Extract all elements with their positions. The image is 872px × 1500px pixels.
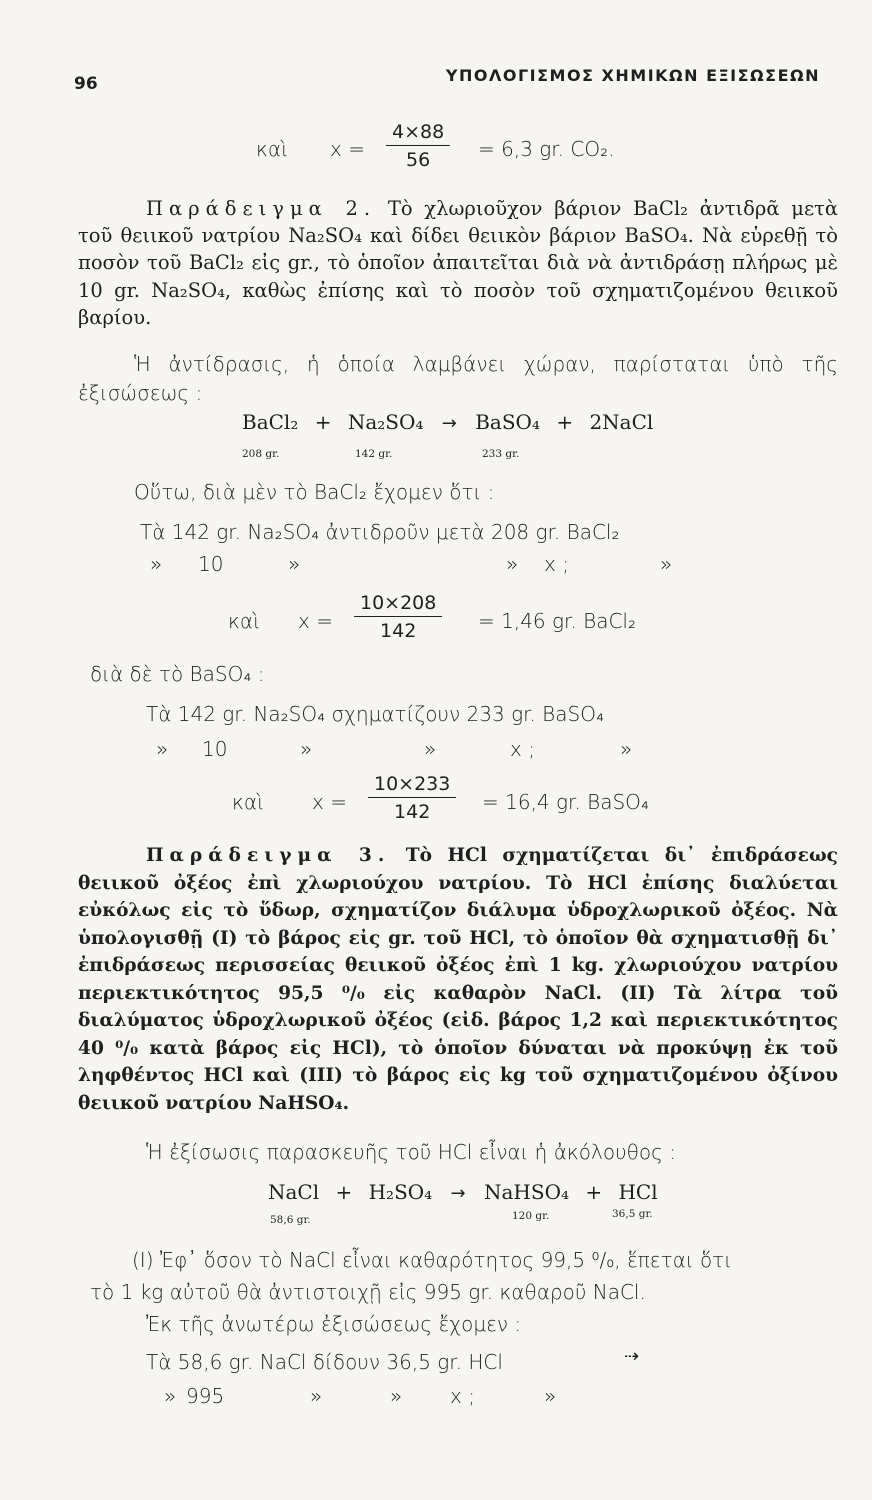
example-3-text: Τὸ HCl σχηματίζεται δι᾿ ἐπιδράσεως θειικοῦ ὀξέος ἐπὶ χλωριούχου νατρίου. Τὸ HCl ἐπίσης διαλύεται εὐκόλως εἰς τὸ ὕδωρ, σχηματίζον διάλυμα ὑδροχλωρικοῦ ὀξέος. Νὰ ὑπολογισθῇ (I) τὸ βάρος εἰς gr. τοῦ HCl, τὸ ὁποῖον θὰ σχηματισθῇ δι᾿ ἐπιδράσεως περισσείας θειικοῦ ὀξέος ἐπὶ 1 kg. χλωριούχου νατρίου περιεκτικότητος 95,5 ⁰/₀ εἰς καθαρὸν NaCl. (II) Τὰ λίτρα τοῦ διαλύματος ὑδροχλωρικοῦ ὀξέος (εἰδ. βάρος 1,2 καὶ περιεκτικότητος 40 ⁰/₀ κατὰ βάρος εἰς HCl), τὸ ὁποῖον δύναται νὰ προκύψῃ ἐκ τοῦ ληφθέντος HCl καὶ (III) τὸ βάρος εἰς kg τοῦ σχηματιζομένου ὀξίνου θειικοῦ νατρίου NaHSO₄.	[78, 845, 838, 1114]
proportion-3-unknown: x ;	[450, 1384, 475, 1408]
proportion-1-ditto-4: »	[660, 552, 673, 576]
eq2-result: = 1,46 gr. BaCl₂	[478, 609, 636, 633]
reaction-1-r1: BaCl₂	[242, 410, 299, 434]
reaction-arrow-icon: →	[441, 413, 457, 434]
eq3-fraction	[368, 773, 456, 823]
reaction-1-r2: Na₂SO₄	[347, 410, 424, 434]
reaction-2-plus1: +	[335, 1180, 353, 1204]
proportion-1-unknown: x ;	[544, 552, 569, 576]
proportion-2-ditto-2: »	[300, 737, 313, 761]
proportion-2-main: Τὰ 142 gr. Na₂SO₄ σχηματίζουν 233 gr. BaSO₄	[146, 702, 604, 726]
proportion-3-ditto-4: »	[544, 1384, 557, 1408]
eq2-kai: καὶ	[228, 609, 260, 633]
eq3-result: = 16,4 gr. BaSO₄	[482, 790, 649, 814]
above-equation-line: Ἐκ τῆς ἀνωτέρω ἐξισώσεως ἔχομεν :	[146, 1312, 522, 1336]
eq3-x: x =	[312, 790, 347, 814]
example-3-paragraph	[78, 842, 838, 1117]
bacl2-line: Οὕτω, διὰ μὲν τὸ BaCl₂ ἔχομεν ὅτι :	[134, 480, 495, 504]
eq1-kai: καὶ	[256, 137, 288, 161]
eq1-fraction	[386, 121, 450, 171]
hcl-intro: Ἡ ἐξίσωσις παρασκευῆς τοῦ HCl εἶναι ἡ ἀκόλουθος :	[146, 1140, 676, 1164]
reaction-2-r2: H₂SO₄	[368, 1180, 433, 1204]
eq1-denominator: 56	[406, 149, 431, 171]
reaction-2-p1: NaHSO₄	[484, 1180, 569, 1204]
reaction-2-r1: NaCl	[268, 1180, 320, 1204]
proportion-2-ditto-3: »	[424, 737, 437, 761]
example-3-label: Παράδειγμα 3.	[146, 845, 391, 866]
reaction-1-plus2: +	[556, 410, 574, 434]
proportion-3-ditto-1: »	[164, 1384, 177, 1408]
reaction-2-plus2: +	[585, 1180, 603, 1204]
eq2-x: x =	[298, 609, 333, 633]
eq1-numerator: 4×88	[386, 121, 450, 146]
example-2-label: Παράδειγμα 2.	[146, 197, 377, 220]
proportion-1-ditto-3: »	[506, 552, 519, 576]
eq1-x: x =	[330, 137, 365, 161]
reaction-1-plus1: +	[314, 410, 332, 434]
proportion-3-main: Τὰ 58,6 gr. NaCl δίδουν 36,5 gr. HCl	[146, 1350, 503, 1374]
proportion-3-ditto-3: »	[390, 1384, 403, 1408]
reaction-1-mass-1: 208 gr.	[242, 448, 280, 460]
eq3-numerator: 10×233	[368, 773, 456, 798]
proportion-3-value: 995	[186, 1384, 225, 1408]
reaction-2-mass-1: 58,6 gr.	[270, 1214, 311, 1226]
reaction-1-p1: BaSO₄	[475, 410, 540, 434]
proportion-3-ditto-2: »	[310, 1384, 323, 1408]
reaction-intro	[78, 350, 838, 408]
reaction-2-p2: HCl	[618, 1180, 658, 1204]
part-1-line-2: τὸ 1 kg αὐτοῦ θὰ ἀντιστοιχῇ εἰς 995 gr. καθαροῦ NaCl.	[90, 1280, 646, 1304]
reaction-1-p2: 2NaCl	[589, 410, 654, 434]
eq1-result: = 6,3 gr. CO₂.	[478, 137, 615, 161]
page-number: 96	[74, 74, 98, 94]
proportion-1-main: Τὰ 142 gr. Na₂SO₄ ἀντιδροῦν μετὰ 208 gr. BaCl₂	[140, 520, 620, 544]
baso4-line: διὰ δὲ τὸ BaSO₄ :	[90, 662, 265, 686]
proportion-2-unknown: x ;	[510, 737, 535, 761]
proportion-2-ditto-4: »	[620, 737, 633, 761]
reaction-2-equation	[268, 1180, 658, 1204]
eq2-denominator: 142	[380, 620, 417, 642]
proportion-2-ditto-1: »	[156, 737, 169, 761]
reaction-2-mass-3: 36,5 gr.	[612, 1208, 653, 1220]
proportion-1-ditto-2: »	[288, 552, 301, 576]
eq3-kai: καὶ	[232, 790, 264, 814]
reaction-1-mass-3: 233 gr.	[482, 448, 520, 460]
part-1-line-1: (I) Ἐφ᾿ ὅσον τὸ NaCl εἶναι καθαρότητος 99,5 ⁰/₀, ἕπεται ὅτι	[132, 1248, 732, 1272]
proportion-1-value: 10	[198, 552, 224, 576]
running-header: ΥΠΟΛΟΓΙΣΜΟΣ ΧΗΜΙΚΩΝ ΕΞΙΣΩΣΕΩΝ	[445, 66, 820, 85]
arrow-mark-icon: ⇢	[624, 1346, 640, 1367]
reaction-intro-text: Ἡ ἀντίδρασις, ἡ ὁποία λαμβάνει χώραν, παρίσταται ὑπὸ τῆς ἐξισώσεως :	[78, 352, 838, 405]
reaction-arrow-icon: →	[450, 1183, 466, 1204]
eq2-numerator: 10×208	[354, 592, 442, 617]
reaction-2-mass-2: 120 gr.	[512, 1210, 550, 1222]
proportion-2-value: 10	[202, 737, 228, 761]
eq3-denominator: 142	[394, 801, 431, 823]
proportion-1-ditto-1: »	[150, 552, 163, 576]
reaction-1-equation	[242, 410, 653, 434]
example-2-paragraph	[78, 195, 838, 331]
example-2-text: Τὸ χλωριοῦχον βάριον BaCl₂ ἀντιδρᾶ μετὰ τοῦ θειικοῦ νατρίου Na₂SO₄ καὶ δίδει θειικὸν βάριον BaSO₄. Νὰ εὑρεθῇ τὸ ποσὸν τοῦ BaCl₂ εἰς gr., τὸ ὁποῖον ἀπαιτεῖται διὰ νὰ ἀντιδράσῃ πλήρως μὲ 10 gr. Na₂SO₄, καθὼς ἐπίσης καὶ τὸ ποσὸν τοῦ σχηματιζομένου θειικοῦ βαρίου.	[78, 197, 838, 329]
reaction-1-mass-2: 142 gr.	[355, 448, 393, 460]
eq2-fraction	[354, 592, 442, 642]
